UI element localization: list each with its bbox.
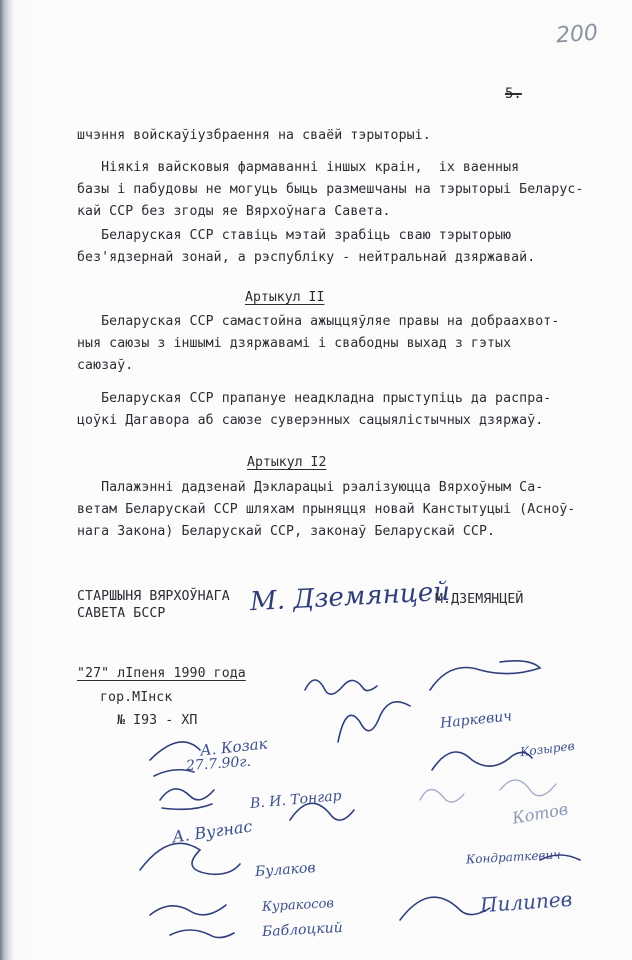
- signatory-title: САВЕТА БССР: [77, 606, 166, 621]
- article-12-heading: Артыкул I2: [247, 455, 327, 470]
- typed-page-number: 5.: [505, 86, 522, 102]
- signature-text: Булаков: [254, 859, 317, 881]
- text-line: саюзаў.: [77, 358, 134, 373]
- document-number: № I93 - ХП: [117, 713, 198, 728]
- text-line: ветам Беларускай ССР шляхам прыняцця новай Канстытуцыі (Асноў-: [77, 502, 576, 517]
- signature-text: Баблоцкий: [261, 919, 344, 941]
- text-line: цоўкі Дагавора аб саюзе суверэнных сацыялістычных дзяржаў.: [77, 413, 544, 428]
- signatory-name: М.ДЗЕМЯНЦЕЙ: [435, 592, 524, 607]
- chairman-handwritten-signature: М. Дземянцей: [249, 576, 451, 618]
- signature-text: В. И. Тонгар: [249, 788, 343, 812]
- text-line: нага Закона) Беларускай ССР, законаў Беларускай ССР.: [77, 524, 496, 539]
- document-date: "27" лІпеня 1990 года: [77, 666, 246, 681]
- signature-text: Пилипев: [479, 886, 574, 918]
- signature-text: А. Козак: [199, 734, 269, 760]
- document-city: гор.МІнск: [100, 690, 173, 705]
- signature-text: А. Вугнас: [171, 816, 254, 847]
- archive-page-number: 200: [555, 20, 599, 49]
- signature-text: 27.7.90г.: [185, 753, 252, 775]
- signatory-title: СТАРШЫНЯ ВЯРХОЎНАГА: [77, 589, 230, 604]
- text-line: шчэння войскаўіузбраення на сваёй тэрыторыі.: [77, 128, 431, 143]
- text-line: Палажэнні дадзенай Дэкларацыі рэалізуюцца Вярхоўным Са-: [77, 480, 544, 495]
- signature-text: Куракосов: [261, 896, 335, 915]
- text-line: без'ядзернай зонай, а рэспубліку - нейтральнай дзяржавай.: [77, 250, 536, 265]
- text-line: Ніякія вайсковыя фармаванні іншых краін, іх ваенныя: [77, 160, 520, 175]
- text-line: ныя саюзы з іншымі дзяржавамі і свабодны выхад з гэтых: [77, 336, 512, 351]
- text-line: Беларуская ССР самастойна ажыццяўляе правы на добраахвот-: [77, 314, 560, 329]
- text-line: базы і пабудовы не могуць быць размешчаны на тэрыторыі Беларус-: [77, 182, 584, 197]
- text-line: Беларуская ССР ставіць мэтай зрабіць сваю тэрыторыю: [77, 228, 512, 243]
- signature-text: Кондраткевич: [465, 847, 561, 867]
- signature-text: Наркевич: [439, 708, 513, 732]
- signature-text: Козырев: [519, 738, 576, 760]
- text-line: кай ССР без згоды яе Вярхоўнага Савета.: [77, 204, 391, 219]
- article-11-heading: Артыкул II: [245, 290, 325, 305]
- text-line: Беларуская ССР прапануе неадкладна прыступіць да распра-: [77, 391, 552, 406]
- signature-text: Котов: [510, 799, 570, 828]
